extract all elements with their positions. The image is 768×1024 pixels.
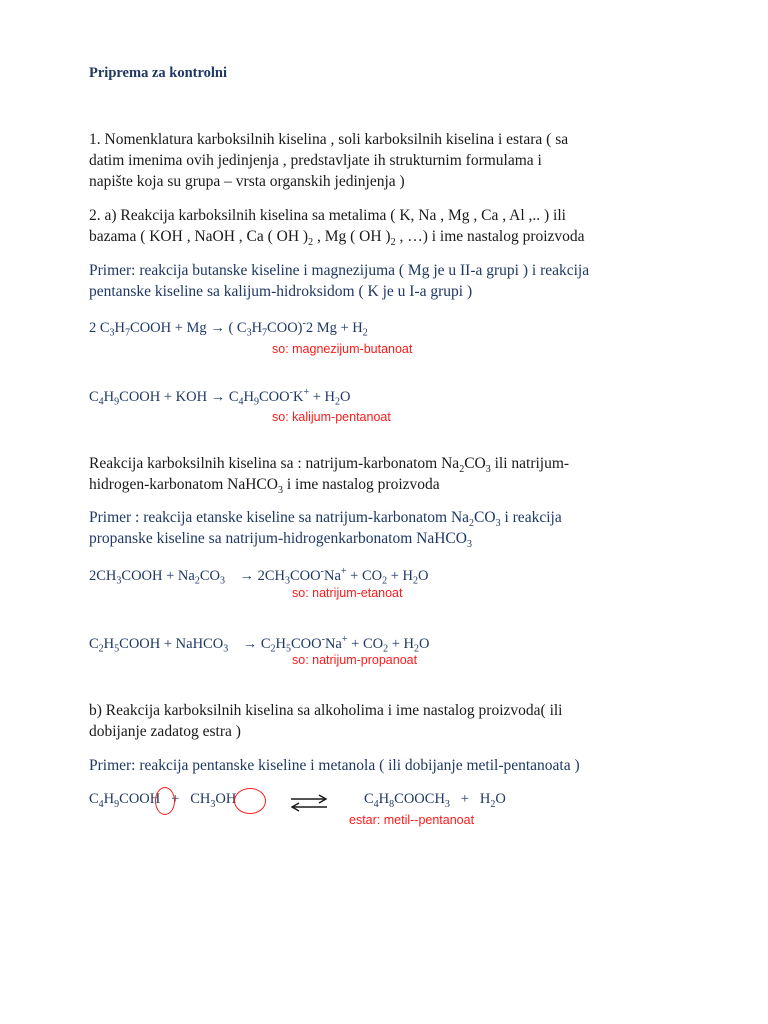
subscript: 2 [413, 575, 419, 587]
superscript: - [321, 634, 325, 645]
t: O [495, 791, 506, 807]
t: COOCH [394, 791, 445, 807]
subscript: 3 [444, 798, 450, 810]
t: COO [259, 388, 290, 405]
t: COO) [267, 319, 303, 336]
subscript: 2 [383, 643, 389, 655]
t: + [160, 791, 191, 807]
t: i ime nastalog proizvoda [282, 476, 440, 493]
text: , Mg ( OH ) [313, 228, 391, 245]
t: 2CH [253, 567, 286, 584]
t: propanske kiseline sa natrijum-hidrogenkarbonatom NaHCO [89, 530, 467, 547]
page-title: Priprema za kontrolni [89, 65, 228, 81]
superscript: + [303, 387, 310, 398]
t: C [257, 635, 271, 652]
subscript: 2 [362, 327, 368, 339]
t: H [103, 635, 115, 652]
t: O [340, 388, 351, 405]
arrow-icon: → [210, 319, 225, 336]
text: , …) i ime nastalog proizvoda [395, 228, 585, 245]
example2-line1 [89, 509, 562, 529]
t: ( C [224, 319, 247, 336]
subscript: 4 [373, 798, 379, 810]
subscript: 9 [114, 396, 120, 408]
arrow-icon: → [242, 635, 258, 652]
subscript: 3 [109, 327, 115, 339]
t: hidrogen-karbonatom NaHCO [89, 476, 278, 493]
t: H [251, 319, 263, 336]
example1-line1: Primer: reakcija butanske kiseline i magnezijuma ( Mg je u II-a grupi ) i reakcija [89, 262, 590, 279]
t: H [243, 388, 254, 405]
t: O [419, 635, 430, 652]
subscript: 3 [485, 464, 491, 476]
t: i reakcija [500, 509, 562, 526]
t: C [225, 388, 239, 405]
subscript: 4 [98, 798, 104, 810]
superscript: - [289, 387, 293, 398]
t: CO [474, 509, 496, 526]
subscript: 9 [114, 798, 120, 810]
subscript: 2 [194, 575, 200, 587]
t: + H [388, 635, 414, 652]
t: H [378, 791, 390, 807]
t: 2CH [89, 567, 117, 584]
subscript: 5 [114, 643, 120, 655]
t: Reakcija karboksilnih kiselina sa : natrijum-karbonatom Na [89, 455, 460, 472]
item2a-line2 [89, 228, 585, 248]
subscript: 5 [285, 643, 291, 655]
example1-line2: pentanske kiseline sa kalijum-hidroksidom ( K je u I-a grupi ) [89, 283, 473, 300]
subscript: 2 [469, 518, 475, 530]
subscript: 3 [219, 575, 225, 587]
t: COOH + KOH [119, 388, 211, 405]
example2-line2 [89, 530, 472, 550]
equation-1 [89, 318, 368, 339]
superscript: - [320, 566, 324, 577]
subscript: 2 [270, 643, 276, 655]
subscript: 2 [382, 575, 388, 587]
equation-3 [89, 566, 429, 587]
t: H [103, 388, 115, 405]
subscript: 8 [389, 798, 395, 810]
circle-mark-oh [234, 788, 266, 814]
item2a-line1: 2. a) Reakcija karboksilnih kiselina sa metalima ( K, Na , Mg , Ca , Al ,.. ) ili [89, 207, 566, 224]
subscript: 2 [390, 237, 396, 249]
t: + CO [347, 635, 384, 652]
subscript: 3 [223, 643, 229, 655]
equation-2-product-label: so: kalijum-pentanoat [272, 410, 391, 424]
superscript: - [302, 318, 306, 329]
t: COO [290, 635, 322, 652]
t: ili natrijum- [490, 455, 570, 472]
t: C [89, 388, 99, 405]
superscript: + [341, 634, 348, 645]
circle-mark-h [155, 787, 175, 815]
equation-4-product-label: so: natrijum-propanoat [292, 653, 418, 667]
carbonate-line2 [89, 476, 440, 496]
t: Primer : reakcija etanske kiseline sa natrijum-karbonatom Na [89, 509, 470, 526]
superscript: + [340, 566, 347, 577]
subscript: 3 [246, 327, 252, 339]
item2b-line1: b) Reakcija karboksilnih kiselina sa alkoholima i ime nastalog proizvoda( ili [89, 702, 563, 719]
t: CO [199, 567, 220, 584]
subscript: 9 [254, 396, 259, 408]
equation-5-product-label: estar: metil--pentanoat [349, 813, 475, 827]
t: + H [387, 567, 414, 584]
equation-4 [89, 634, 429, 655]
t: CO [464, 455, 486, 472]
carbonate-line1 [89, 455, 569, 475]
subscript: 3 [285, 575, 291, 587]
arrow-icon: → [210, 388, 226, 405]
equilibrium-arrow-icon [289, 794, 329, 812]
t: C [364, 791, 374, 807]
t: H [103, 791, 115, 807]
example3-line1: Primer: reakcija pentanske kiseline i metanola ( ili dobijanje metil-pentanoata ) [89, 757, 580, 774]
arrow-icon: → [239, 567, 254, 584]
t: Na [324, 635, 342, 652]
t: K [292, 388, 304, 405]
subscript: 3 [495, 518, 501, 530]
subscript: 2 [414, 643, 419, 655]
t: CH [190, 791, 211, 807]
subscript: 3 [116, 575, 122, 587]
t: + CO [346, 567, 383, 584]
item1-line3: napište koja su grupa – vrsta organskih jedinjenja ) [89, 173, 405, 190]
subscript: 2 [308, 237, 314, 249]
t: H [114, 319, 126, 336]
subscript: 2 [335, 396, 340, 408]
t: OH [215, 791, 237, 807]
t: COOH + Mg [130, 319, 211, 336]
t: + H [309, 388, 335, 405]
subscript: 2 [490, 798, 496, 810]
t: COO [290, 567, 321, 584]
t: C [89, 791, 99, 807]
t: Na [323, 567, 341, 584]
item1-line2: datim imenima ovih jedinjenja , predstavljate ih strukturnim formulama i [89, 152, 542, 169]
t: COOH [119, 791, 161, 807]
t: C [89, 635, 99, 652]
equation-1-product-label: so: magnezijum-butanoat [272, 342, 413, 356]
equation-2 [89, 387, 350, 408]
t: O [418, 567, 429, 584]
subscript: 3 [210, 798, 216, 810]
equation-5-products [364, 791, 506, 810]
equation-3-product-label: so: natrijum-etanoat [292, 586, 403, 600]
t: COOH + Na [121, 567, 195, 584]
t: H [275, 635, 286, 652]
subscript: 2 [459, 464, 465, 476]
subscript: 4 [238, 396, 244, 408]
t: COOH + NaHCO [119, 635, 224, 652]
subscript: 7 [262, 327, 268, 339]
t: 2 C [89, 319, 110, 336]
subscript: 2 [98, 643, 104, 655]
item2b-line2: dobijanje zadatog estra ) [89, 723, 241, 740]
subscript: 4 [98, 396, 104, 408]
subscript: 3 [466, 539, 472, 551]
t: 2 Mg + H [305, 319, 363, 336]
subscript: 3 [277, 485, 283, 497]
item1-line1: 1. Nomenklatura karboksilnih kiselina , soli karboksilnih kiselina i estara ( sa [89, 131, 569, 148]
t: + H [449, 791, 491, 807]
subscript: 7 [125, 327, 131, 339]
text: bazama ( KOH , NaOH , Ca ( OH ) [89, 228, 309, 245]
